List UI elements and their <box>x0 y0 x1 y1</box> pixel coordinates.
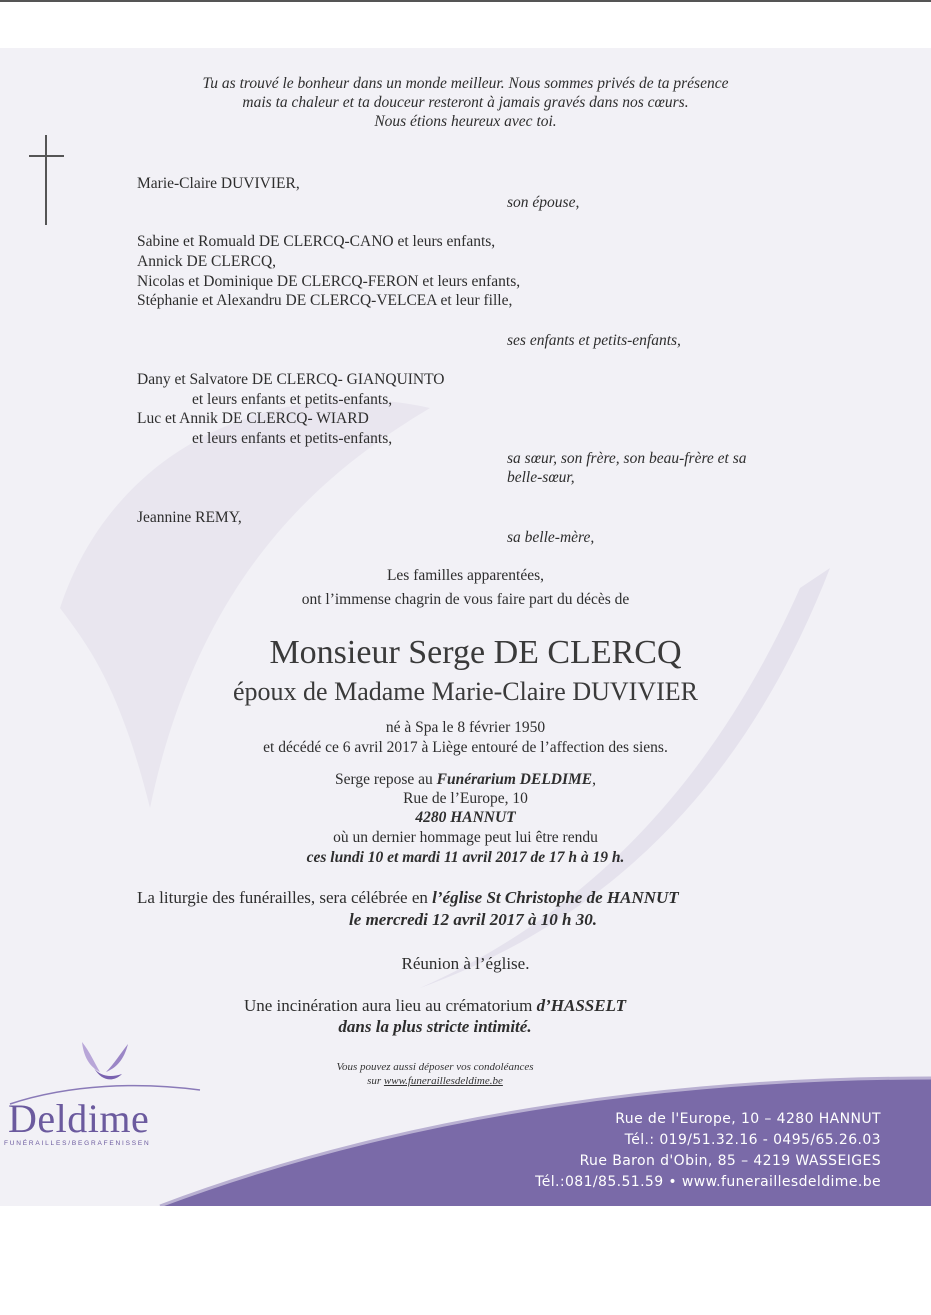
cremation-line <box>0 996 870 1016</box>
poem-line: Nous étions heureux avec toi. <box>374 113 557 130</box>
footer-address-1: Rue de l'Europe, 10 – 4280 HANNUT <box>615 1111 881 1127</box>
condolences-link[interactable]: www.funeraillesdeldime.be <box>383 1075 503 1087</box>
siblings-line: Dany et Salvatore DE CLERCQ- GIANQUINTO <box>137 371 445 388</box>
rest-city: 4280 HANNUT <box>415 809 516 826</box>
deceased-name: Monsieur Serge DE CLERCQ <box>269 634 682 671</box>
announce-line: Les familles apparentées, <box>386 567 545 584</box>
condolences-prefix: sur <box>367 1075 384 1087</box>
siblings-line: et leurs enfants et petits-enfants, <box>192 430 393 447</box>
church-name: l’église St Christophe de HANNUT <box>432 888 679 907</box>
brand-name: Deldime <box>8 1096 150 1141</box>
cremation-prefix: Une incinération aura lieu au crématorium <box>243 996 537 1015</box>
cross-icon-horizontal <box>29 155 64 157</box>
children-line: Nicolas et Dominique DE CLERCQ-FERON et leurs enfants, <box>137 273 521 290</box>
children-line: Annick DE CLERCQ, <box>137 253 277 270</box>
footer-address-2: Rue Baron d'Obin, 85 – 4219 WASSEIGES <box>579 1153 881 1169</box>
siblings-role: belle-sœur, <box>507 469 575 486</box>
spouse-name: Marie-Claire DUVIVIER, <box>137 175 300 192</box>
visitation-dates: ces lundi 10 et mardi 11 avril 2017 de 17 h à 19 h. <box>306 849 625 866</box>
liturgy-date: le mercredi 12 avril 2017 à 10 h 30. <box>349 910 597 929</box>
siblings-line: et leurs enfants et petits-enfants, <box>192 391 393 408</box>
rest-prefix: Serge repose au <box>334 771 437 788</box>
brand-tagline: FUNÉRAILLES/BEGRAFENISSEN <box>4 1140 151 1147</box>
mother-in-law-role: sa belle-mère, <box>507 529 595 546</box>
tribute-line: où un dernier hommage peut lui être rendu <box>333 829 598 846</box>
reunion-line: Réunion à l’église. <box>401 954 530 973</box>
deceased-spouse-line: époux de Madame Marie-Claire DUVIVIER <box>233 677 698 706</box>
rest-line <box>0 770 931 790</box>
poem-line: Tu as trouvé le bonheur dans un monde meilleur. Nous sommes privés de ta présence <box>202 75 729 92</box>
crematorium-name: d’HASSELT <box>536 996 627 1015</box>
footer-phone-web: Tél.:081/85.51.59 • www.funeraillesdeldime.be <box>535 1174 881 1190</box>
rest-street: Rue de l’Europe, 10 <box>403 790 528 807</box>
obituary-sheet <box>0 48 931 1206</box>
condolences-line: Vous pouvez aussi déposer vos condoléances <box>336 1061 534 1073</box>
birth-line: né à Spa le 8 février 1950 <box>385 719 546 736</box>
announce-line: ont l’immense chagrin de vous faire part du décès de <box>301 591 630 608</box>
death-line: et décédé ce 6 avril 2017 à Liège entouré de l’affection des siens. <box>263 739 668 756</box>
page-top-border <box>0 0 931 2</box>
children-role: ses enfants et petits-enfants, <box>507 332 681 349</box>
cross-icon-vertical <box>45 135 47 225</box>
children-line: Sabine et Romuald DE CLERCQ-CANO et leurs enfants, <box>137 233 496 250</box>
spouse-role: son épouse, <box>507 194 580 211</box>
poem-line: mais ta chaleur et ta douceur resteront à jamais gravés dans nos cœurs. <box>242 94 689 111</box>
liturgy-prefix: La liturgie des funérailles, sera célébrée en <box>137 888 433 907</box>
children-line: Stéphanie et Alexandru DE CLERCQ-VELCEA et leur fille, <box>137 292 513 309</box>
cremation-note: dans la plus stricte intimité. <box>338 1017 532 1036</box>
funerarium-name: Funérarium DELDIME <box>436 771 593 788</box>
poem <box>0 74 931 131</box>
footer-phone-1: Tél.: 019/51.32.16 - 0495/65.26.03 <box>624 1132 881 1148</box>
rest-suffix: , <box>592 771 597 788</box>
siblings-line: Luc et Annik DE CLERCQ- WIARD <box>137 410 369 427</box>
liturgy-line <box>137 888 679 908</box>
condolences-link-line <box>290 1075 580 1088</box>
siblings-role: sa sœur, son frère, son beau-frère et sa <box>507 450 747 467</box>
mother-in-law-name: Jeannine REMY, <box>137 509 242 526</box>
